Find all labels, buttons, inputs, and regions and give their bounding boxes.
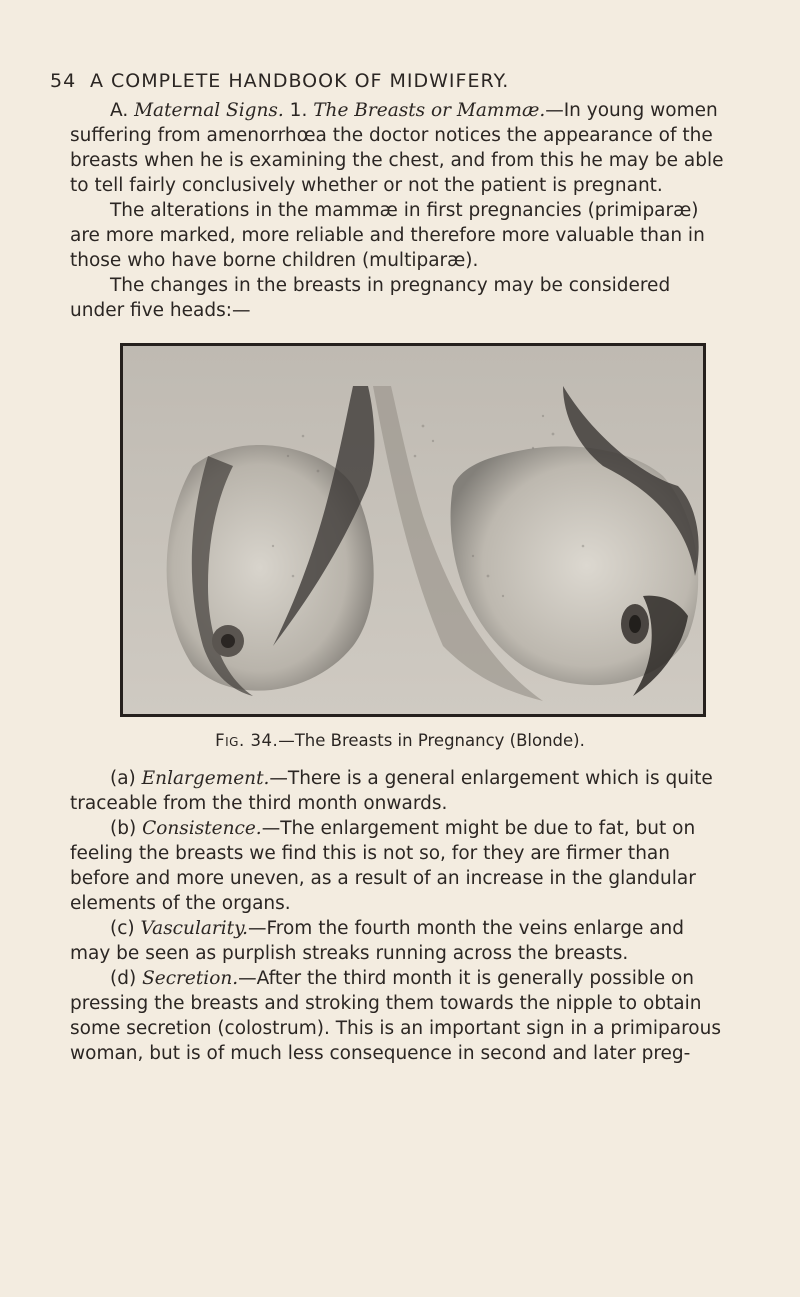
item-d-text: —After the third month it is generally possible on pressing the breasts and stroking them towards the nipple to obtain some secretion (colostrum). This is an important sign in a primiparous woman, but is of much less consequence in second and later preg- [70, 968, 721, 1064]
item-heading: The Breasts or Mammæ. [313, 100, 546, 121]
breasts-illustration [123, 346, 703, 714]
figure-caption-text: —The Breasts in Pregnancy (Blonde). [278, 731, 585, 750]
page-number: 54 [50, 70, 77, 92]
item-c-text: —From the fourth month the veins enlarge and may be seen as purplish streaks running across the breasts. [70, 918, 685, 964]
running-head [50, 70, 730, 92]
item-c [70, 916, 730, 966]
paragraph-changes: The changes in the breasts in pregnancy may be considered under five heads:— [70, 275, 671, 321]
item-b-heading: Consistence. [142, 818, 262, 839]
item-b-marker: (b) [110, 818, 137, 839]
figure-caption [70, 731, 730, 750]
item-d-marker: (d) [110, 968, 137, 989]
paragraph-text: —In young women suffering from amenorrhœa the doctor notices the appearance of the breasts when he is examining the chest, and from this he may be able to tell fairly conclusively whether or not the patient is pregnant. [70, 100, 724, 196]
item-a-text: —There is a general enlargement which is quite traceable from the third month onwards. [70, 768, 713, 814]
item-c-heading: Vascularity. [140, 918, 248, 939]
item-number: 1. [289, 100, 308, 121]
figure-label: Fig. 34. [215, 731, 279, 750]
item-c-marker: (c) [110, 918, 135, 939]
figure-plate [120, 343, 706, 717]
section-label: A. [110, 100, 129, 121]
item-a-marker: (a) [110, 768, 136, 789]
running-title: A COMPLETE HANDBOOK OF MIDWIFERY. [90, 70, 510, 92]
item-d [70, 966, 730, 1066]
book-page [50, 70, 730, 1066]
paragraph-maternal-signs [70, 98, 730, 198]
item-b [70, 816, 730, 916]
item-a [70, 766, 730, 816]
paragraph-alterations: The alterations in the mammæ in first pregnancies (primiparæ) are more marked, more reliable and therefore more valuable than in those who have borne children (multiparæ). [70, 200, 705, 271]
section-heading: Maternal Signs. [134, 100, 284, 121]
item-b-text: —The enlargement might be due to fat, but on feeling the breasts we find this is not so, for they are firmer than before and more uneven, as a result of an increase in the glandular elements of the organs. [70, 818, 696, 914]
item-a-heading: Enlargement. [141, 768, 270, 789]
item-d-heading: Secretion. [142, 968, 239, 989]
